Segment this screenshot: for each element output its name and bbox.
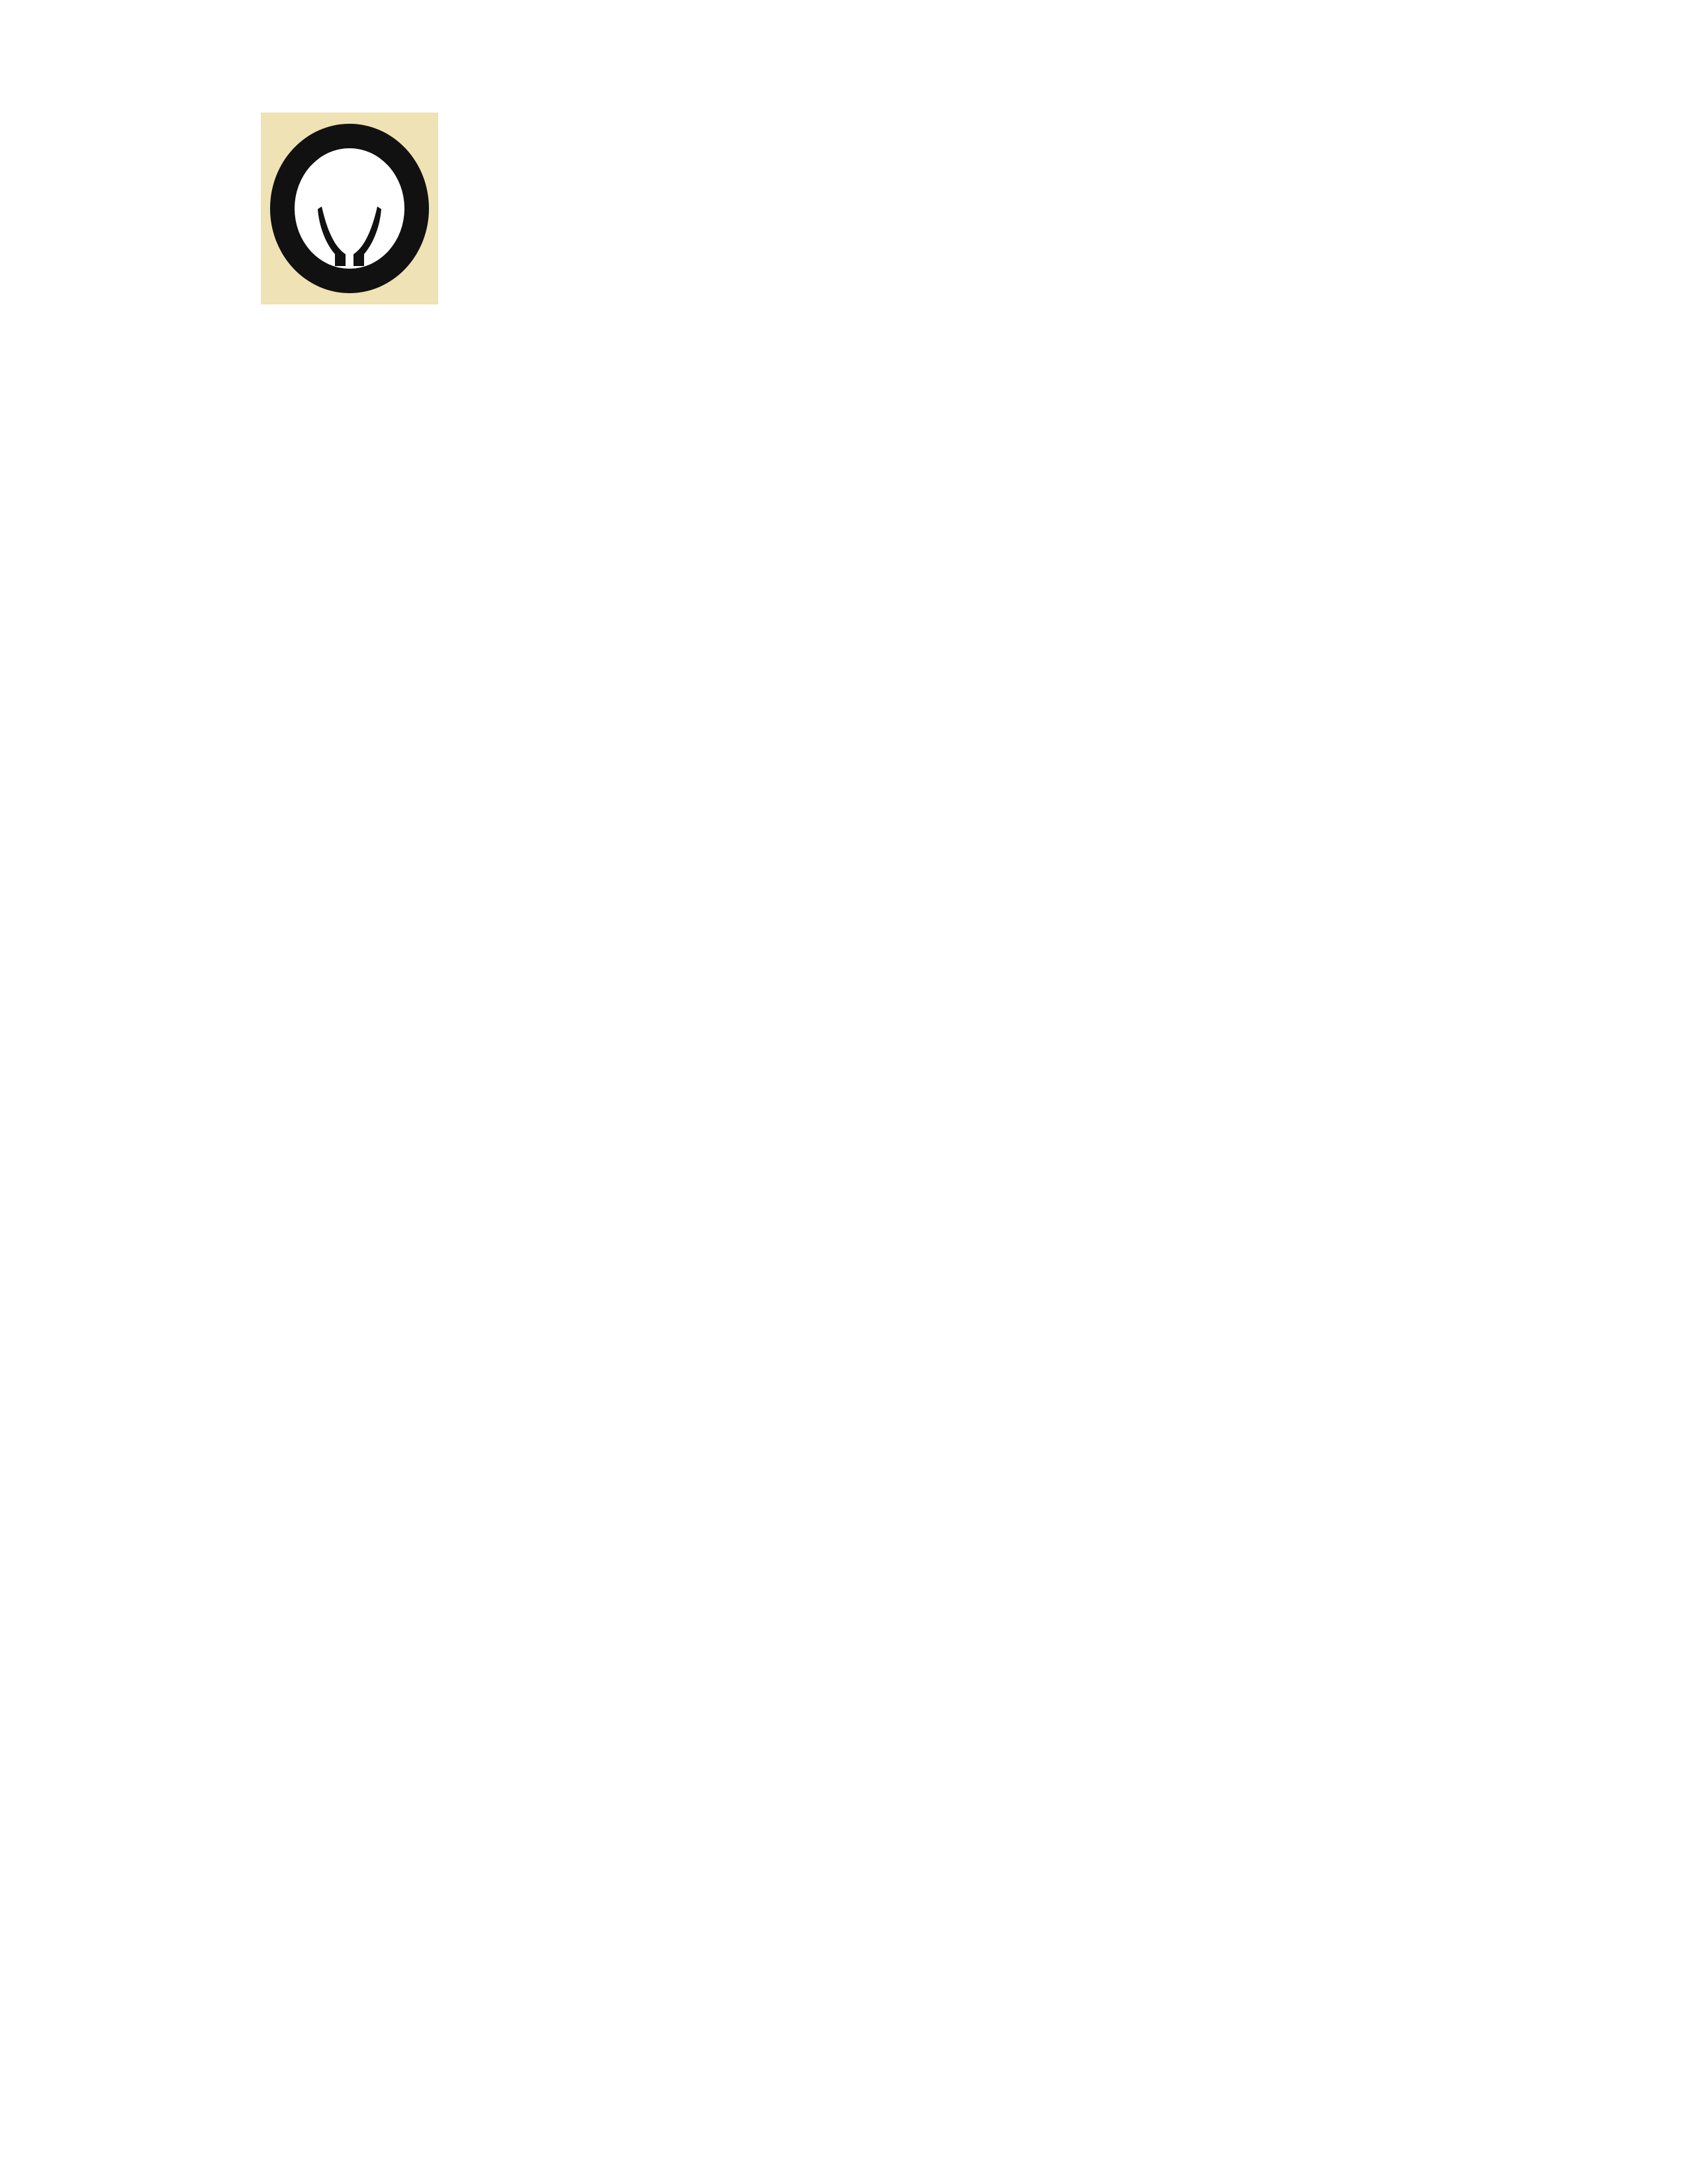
border-right [1615,99,1646,2184]
organization-logo-seal [261,113,438,304]
organization-logo [261,113,438,304]
border-left [136,99,167,2184]
border-top [136,66,1646,97]
revenue-expenses-section [258,1753,1450,1757]
